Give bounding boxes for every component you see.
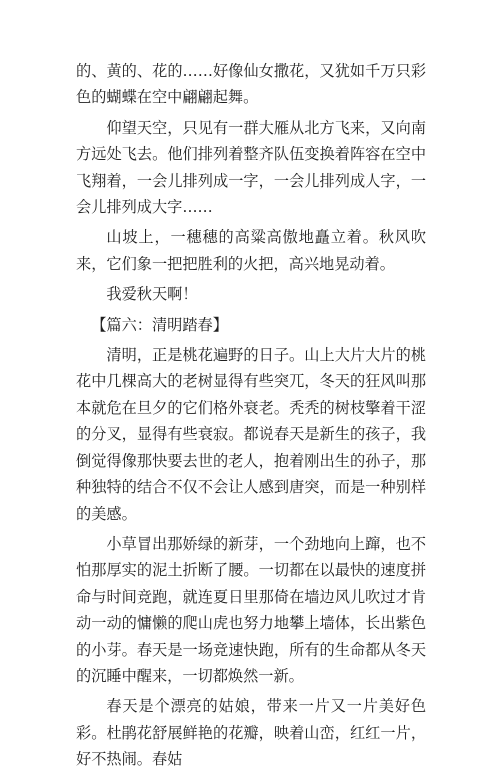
- paragraph-continuation: 的、黄的、花的……好像仙女撒花，又犹如千万只彩色的蝴蝶在空中翩翩起舞。: [76, 62, 426, 107]
- paragraph-spring-girl: 春天是个漂亮的姑娘，带来一片又一片美好色彩。杜鹃花舒展鲜艳的花瓣，映着山峦，红红一片，好不热闹。春姑: [76, 697, 426, 769]
- paragraph-love-autumn: 我爱秋天啊！: [106, 285, 198, 304]
- paragraph-sorghum: 山坡上，一穗穗的高粱高傲地矗立着。秋风吹来，它们象一把把胜利的火把，高兴地晃动着。: [76, 228, 426, 273]
- paragraph-grass: 小草冒出那娇绿的新芽，一个劲地向上蹿，也不怕那厚实的泥土折断了腰。一切都在以最快的速度拼命与时间竞跑，就连夏日里那倚在墙边风儿吹过才肯动一动的慵懒的爬山虎也努力地攀上墙体，长出紫色的小芽。春天是一场竞速快跑，所有的生命都从冬天的沉睡中醒来，一切都焕然一新。: [76, 534, 426, 685]
- document-body: [76, 58, 426, 777]
- paragraph-wild-geese: 仰望天空，只见有一群大雁从北方飞来，又向南方远处飞去。他们排列着整齐队伍变换着阵容在空中飞翔着，一会儿排列成一字，一会儿排列成人字，一会儿排列成大字……: [76, 118, 426, 217]
- paragraph-qingming: 清明，正是桃花遍野的日子。山上大片大片的桃花中几棵高大的老树显得有些突兀，冬天的狂风叫那本就危在旦夕的它们格外衰老。秃秃的树枝擎着干涩的分叉，显得有些衰寂。都说春天是新生的孩子，我倒觉得像那快要去世的老人，抱着刚出生的孙子，那种独特的结合不仅不会让人感到唐突，而是一种别样的美感。: [76, 346, 426, 523]
- section-heading: 【篇六：清明踏春】: [91, 315, 228, 334]
